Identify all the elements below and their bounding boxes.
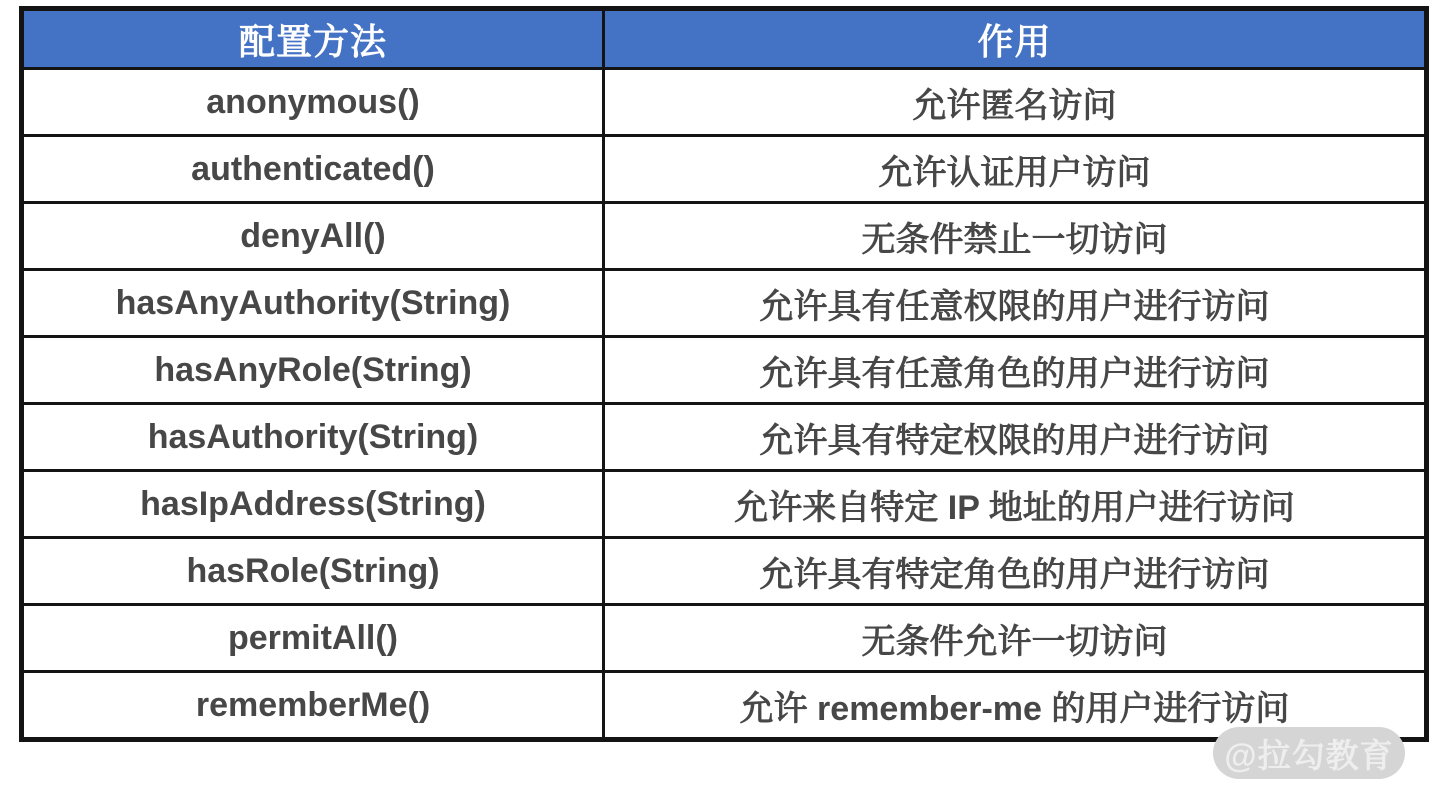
watermark-badge [1213, 727, 1405, 779]
method-cell: authenticated() [22, 136, 604, 203]
table-row [22, 404, 1427, 471]
effect-cell: 允许具有特定权限的用户进行访问 [604, 404, 1427, 471]
method-cell: hasRole(String) [22, 538, 604, 605]
table-row [22, 672, 1427, 740]
effect-cell: 允许匿名访问 [604, 69, 1427, 136]
column-header-method: 配置方法 [22, 9, 604, 69]
table-row [22, 471, 1427, 538]
effect-cell: 允许 remember-me 的用户进行访问 [604, 672, 1427, 740]
method-cell: hasIpAddress(String) [22, 471, 604, 538]
effect-cell: 无条件禁止一切访问 [604, 203, 1427, 270]
effect-cell: 允许具有任意角色的用户进行访问 [604, 337, 1427, 404]
method-cell: hasAnyRole(String) [22, 337, 604, 404]
effect-cell: 允许认证用户访问 [604, 136, 1427, 203]
table-row [22, 203, 1427, 270]
header-row [22, 9, 1427, 69]
security-config-table [19, 6, 1429, 742]
effect-cell: 无条件允许一切访问 [604, 605, 1427, 672]
method-cell: denyAll() [22, 203, 604, 270]
table-row [22, 69, 1427, 136]
method-cell: permitAll() [22, 605, 604, 672]
effect-cell: 允许来自特定 IP 地址的用户进行访问 [604, 471, 1427, 538]
table-row [22, 605, 1427, 672]
method-cell: hasAnyAuthority(String) [22, 270, 604, 337]
method-cell: anonymous() [22, 69, 604, 136]
table-row [22, 538, 1427, 605]
effect-cell: 允许具有任意权限的用户进行访问 [604, 270, 1427, 337]
method-cell: hasAuthority(String) [22, 404, 604, 471]
table-row [22, 136, 1427, 203]
table-row [22, 337, 1427, 404]
effect-cell: 允许具有特定角色的用户进行访问 [604, 538, 1427, 605]
table-row [22, 270, 1427, 337]
column-header-effect: 作用 [604, 9, 1427, 69]
method-cell: rememberMe() [22, 672, 604, 740]
watermark-label: @拉勾教育 [1224, 736, 1394, 774]
